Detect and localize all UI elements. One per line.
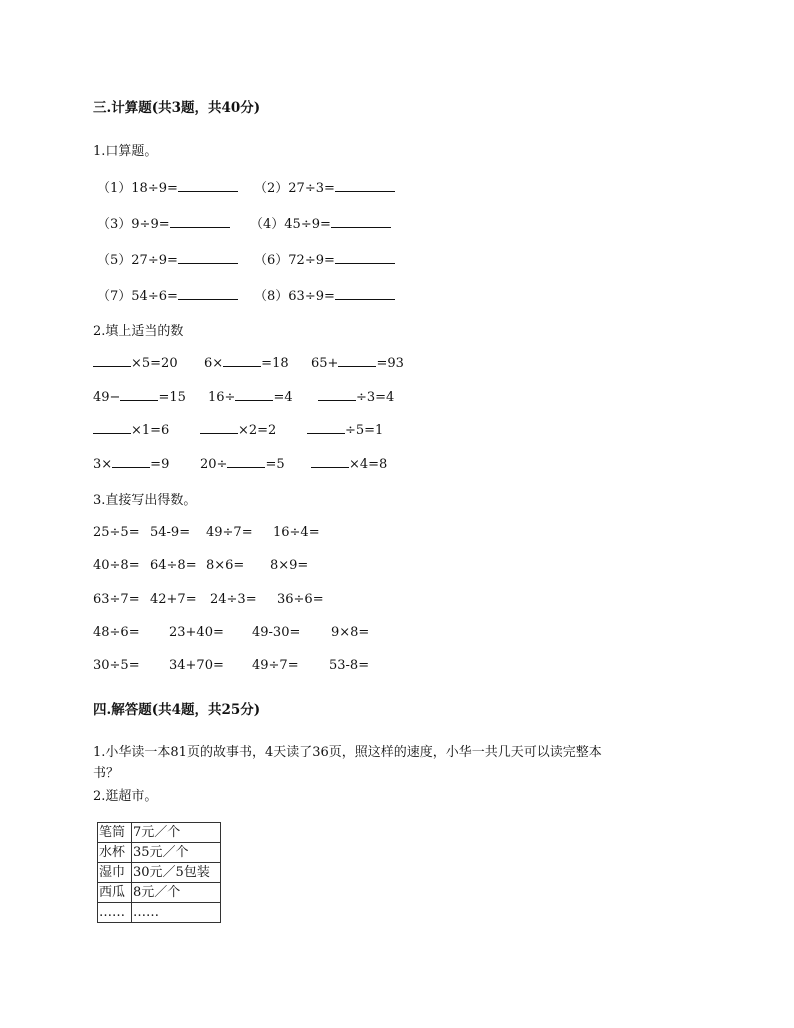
item-name: 西瓜 bbox=[98, 883, 132, 903]
direct-item: 25÷5= bbox=[93, 525, 140, 540]
direct-item: 63÷7= bbox=[93, 592, 140, 607]
direct-item: 9×8= bbox=[331, 625, 370, 640]
section3-title: 三.计算题(共3题，共40分) bbox=[93, 100, 261, 116]
oral-item bbox=[254, 285, 395, 304]
direct-item: 49-30= bbox=[252, 625, 301, 640]
item-number: （3） bbox=[97, 217, 132, 232]
fill-suffix: =93 bbox=[376, 356, 404, 371]
fill-suffix: ×1=6 bbox=[131, 423, 170, 438]
fill-blank[interactable] bbox=[112, 455, 150, 468]
fill-prefix: 16÷ bbox=[208, 390, 236, 405]
q3-title: 3.直接写出得数。 bbox=[93, 493, 197, 508]
fill-blank[interactable] bbox=[235, 388, 273, 401]
fill-suffix: =15 bbox=[158, 390, 186, 405]
fill-prefix: 20÷ bbox=[200, 457, 228, 472]
fill-suffix: =4 bbox=[273, 390, 293, 405]
direct-item: 23+40= bbox=[169, 625, 224, 640]
q2-title: 2.填上适当的数 bbox=[93, 324, 184, 339]
fill-suffix: ÷5=1 bbox=[345, 423, 384, 438]
oral-item bbox=[97, 177, 238, 196]
fill-blank[interactable] bbox=[311, 455, 349, 468]
direct-item: 24÷3= bbox=[210, 592, 257, 607]
fill-suffix: ÷3=4 bbox=[356, 390, 395, 405]
item-price: 35元／个 bbox=[132, 843, 221, 863]
fill-item bbox=[311, 455, 387, 472]
oral-item bbox=[97, 213, 230, 232]
item-number: （2） bbox=[254, 181, 289, 196]
direct-item: 16÷4= bbox=[273, 525, 320, 540]
fill-blank[interactable] bbox=[200, 421, 238, 434]
item-name: …… bbox=[98, 903, 132, 923]
q1-title: 1.口算题。 bbox=[93, 144, 158, 159]
fill-blank[interactable] bbox=[120, 388, 158, 401]
direct-item: 40÷8= bbox=[93, 558, 140, 573]
direct-item: 42+7= bbox=[150, 592, 197, 607]
direct-item: 8×6= bbox=[206, 558, 245, 573]
answer-blank[interactable] bbox=[335, 287, 395, 300]
item-name: 笔筒 bbox=[98, 823, 132, 843]
fill-blank[interactable] bbox=[307, 421, 345, 434]
fill-blank[interactable] bbox=[223, 354, 261, 367]
section4-title: 四.解答题(共4题，共25分) bbox=[93, 702, 261, 718]
answer-blank[interactable] bbox=[331, 215, 391, 228]
item-price: 8元／个 bbox=[132, 883, 221, 903]
s4-q2-title: 2.逛超市。 bbox=[93, 789, 158, 804]
oral-item bbox=[97, 285, 238, 304]
table-row bbox=[98, 863, 221, 883]
fill-item bbox=[200, 421, 276, 438]
fill-blank[interactable] bbox=[93, 421, 131, 434]
item-price: 7元／个 bbox=[132, 823, 221, 843]
item-price: …… bbox=[132, 903, 221, 923]
answer-blank[interactable] bbox=[335, 251, 395, 264]
direct-item: 54-9= bbox=[150, 525, 191, 540]
fill-prefix: 49− bbox=[93, 390, 121, 405]
item-expression: 18÷9= bbox=[131, 181, 178, 196]
fill-item bbox=[93, 354, 178, 371]
direct-item: 64÷8= bbox=[150, 558, 197, 573]
item-expression: 9÷9= bbox=[131, 217, 170, 232]
fill-blank[interactable] bbox=[338, 354, 376, 367]
item-expression: 63÷9= bbox=[288, 289, 335, 304]
item-expression: 72÷9= bbox=[288, 253, 335, 268]
oral-item bbox=[97, 249, 238, 268]
fill-blank[interactable] bbox=[318, 388, 356, 401]
item-name: 湿巾 bbox=[98, 863, 132, 883]
item-number: （6） bbox=[254, 253, 289, 268]
answer-blank[interactable] bbox=[170, 215, 230, 228]
fill-item bbox=[200, 455, 285, 472]
s4-q1-line2: 书？ bbox=[93, 766, 120, 781]
item-number: （5） bbox=[97, 253, 132, 268]
item-number: （4） bbox=[250, 217, 285, 232]
fill-suffix: ×4=8 bbox=[349, 457, 388, 472]
item-name: 水杯 bbox=[98, 843, 132, 863]
answer-blank[interactable] bbox=[178, 251, 238, 264]
answer-blank[interactable] bbox=[178, 287, 238, 300]
fill-item bbox=[208, 388, 293, 405]
fill-suffix: =5 bbox=[265, 457, 285, 472]
direct-item: 49÷7= bbox=[252, 658, 299, 673]
item-expression: 54÷6= bbox=[131, 289, 178, 304]
table-row bbox=[98, 903, 221, 923]
item-expression: 27÷3= bbox=[288, 181, 335, 196]
s4-q1-line1: 1.小华读一本81页的故事书，4天读了36页，照这样的速度，小华一共几天可以读完整本 bbox=[93, 745, 602, 760]
direct-item: 36÷6= bbox=[277, 592, 324, 607]
fill-suffix: ×5=20 bbox=[131, 356, 178, 371]
oral-item bbox=[254, 249, 395, 268]
fill-prefix: 3× bbox=[93, 457, 113, 472]
answer-blank[interactable] bbox=[335, 179, 395, 192]
item-number: （8） bbox=[254, 289, 289, 304]
table-row bbox=[98, 823, 221, 843]
fill-suffix: ×2=2 bbox=[238, 423, 277, 438]
fill-item bbox=[93, 388, 186, 405]
fill-item bbox=[204, 354, 289, 371]
fill-suffix: =9 bbox=[150, 457, 170, 472]
direct-item: 8×9= bbox=[270, 558, 309, 573]
fill-item bbox=[318, 388, 394, 405]
table-row bbox=[98, 883, 221, 903]
price-table bbox=[97, 822, 221, 923]
fill-prefix: 6× bbox=[204, 356, 224, 371]
direct-item: 53-8= bbox=[329, 658, 370, 673]
item-price: 30元／5包装 bbox=[132, 863, 221, 883]
table-row bbox=[98, 843, 221, 863]
fill-item bbox=[93, 455, 169, 472]
answer-blank[interactable] bbox=[178, 179, 238, 192]
fill-prefix: 65+ bbox=[311, 356, 339, 371]
direct-item: 34+70= bbox=[169, 658, 224, 673]
oral-item bbox=[254, 177, 395, 196]
item-expression: 27÷9= bbox=[131, 253, 178, 268]
fill-item bbox=[93, 421, 169, 438]
direct-item: 48÷6= bbox=[93, 625, 140, 640]
fill-item bbox=[311, 354, 404, 371]
direct-item: 49÷7= bbox=[206, 525, 253, 540]
direct-item: 30÷5= bbox=[93, 658, 140, 673]
item-expression: 45÷9= bbox=[284, 217, 331, 232]
fill-blank[interactable] bbox=[227, 455, 265, 468]
fill-item bbox=[307, 421, 383, 438]
item-number: （1） bbox=[97, 181, 132, 196]
item-number: （7） bbox=[97, 289, 132, 304]
fill-suffix: =18 bbox=[261, 356, 289, 371]
fill-blank[interactable] bbox=[93, 354, 131, 367]
oral-item bbox=[250, 213, 391, 232]
